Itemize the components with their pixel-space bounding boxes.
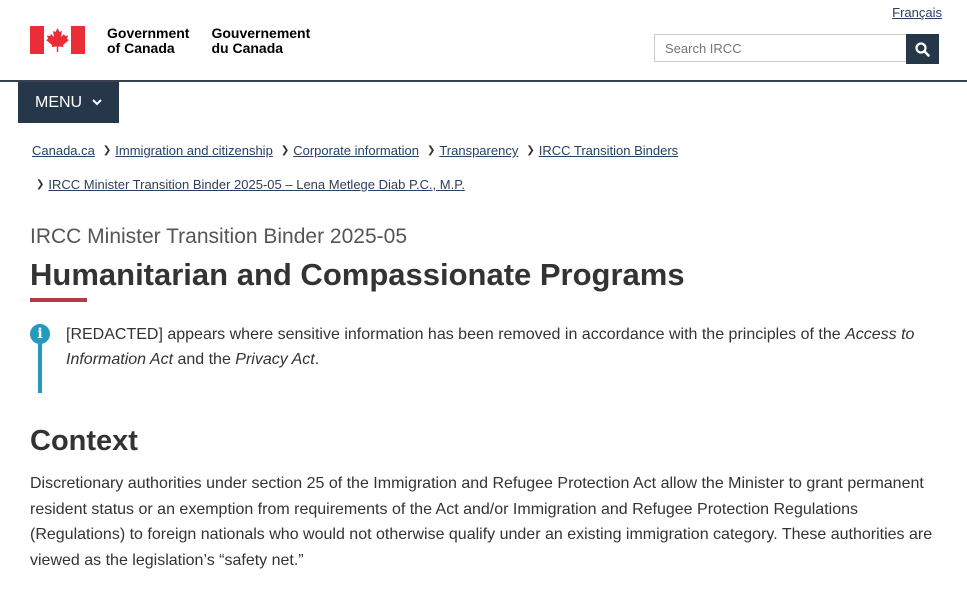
breadcrumb-link-immigration[interactable]: Immigration and citizenship — [115, 143, 273, 158]
header-divider — [0, 80, 967, 82]
breadcrumb — [32, 143, 678, 158]
breadcrumb-link-canada[interactable]: Canada.ca — [32, 143, 95, 158]
search-icon — [915, 42, 930, 57]
menu-label: MENU — [35, 93, 83, 111]
canada-flag-icon — [30, 26, 85, 54]
breadcrumb-link-corporate[interactable]: Corporate information — [293, 143, 419, 158]
search-button[interactable] — [906, 34, 939, 64]
signature-english: Government of Canada — [107, 25, 190, 56]
section-heading-context: Context — [30, 425, 138, 457]
government-of-canada-logo[interactable] — [30, 26, 310, 56]
menu-button[interactable] — [18, 82, 119, 123]
redaction-notice: [REDACTED] appears where sensitive information has been removed in accordance with the principles of the Access to Information Act and the Privacy Act. — [66, 326, 915, 368]
breadcrumb-link-transparency[interactable]: Transparency — [439, 143, 519, 158]
chevron-down-icon — [92, 99, 102, 106]
chevron-right-icon: ❯ — [426, 145, 436, 156]
context-paragraph: Discretionary authorities under section 25 of the Immigration and Refugee Protection Act allow the Minister to grant permanent resident status or an exemption from requirements of the Act and/or Immigration and Refugee Protection Regulations (Regulations) to foreign nationals who would not otherwise qualify under an existing immigration category. These authorities are viewed as the legislation’s “safety net.” — [30, 475, 933, 569]
breadcrumb-link-binders[interactable]: IRCC Transition Binders — [538, 143, 679, 158]
search-form — [654, 34, 942, 64]
chevron-right-icon: ❯ — [280, 145, 290, 156]
page-kicker: IRCC Minister Transition Binder 2025-05 — [30, 225, 407, 248]
chevron-right-icon: ❯ — [526, 145, 535, 156]
page-title: Humanitarian and Compassionate Programs — [30, 257, 685, 292]
title-underline — [30, 298, 87, 302]
chevron-right-icon: ❯ — [36, 179, 45, 190]
breadcrumb-row-2 — [28, 177, 465, 192]
breadcrumb-link-minister-binder[interactable]: IRCC Minister Transition Binder 2025-05 – Lena Metlege Diab P.C., M.P. — [48, 177, 465, 192]
search-input[interactable] — [654, 34, 906, 62]
info-icon: i — [30, 324, 50, 344]
signature-french: Gouvernement du Canada — [211, 25, 311, 56]
language-toggle-link[interactable]: Français — [892, 5, 942, 20]
chevron-right-icon: ❯ — [102, 145, 112, 156]
